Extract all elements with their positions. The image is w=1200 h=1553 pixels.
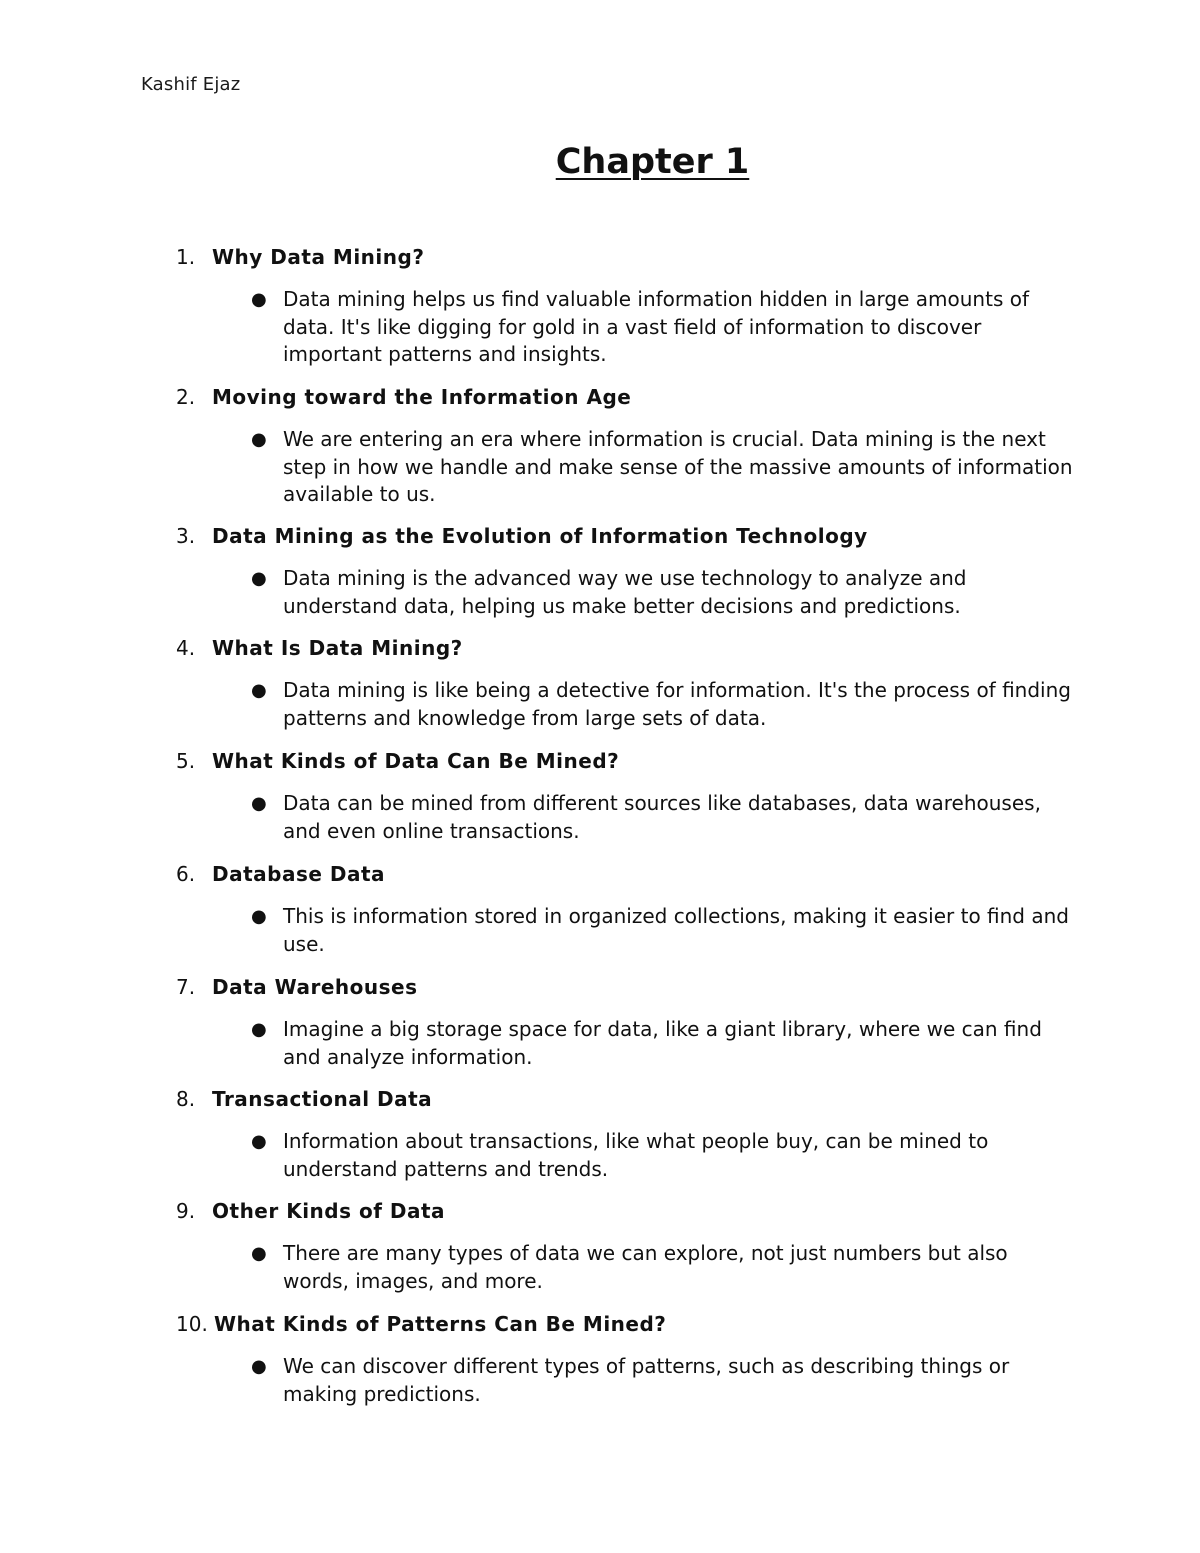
section-number: 10. bbox=[176, 1312, 208, 1336]
bullet-text: Data can be mined from different sources like databases, data warehouses, and even online transactions. bbox=[283, 791, 1041, 843]
section-heading: What Kinds of Patterns Can Be Mined? bbox=[214, 1312, 667, 1336]
bullet-icon: ● bbox=[251, 793, 267, 814]
section-heading: What Kinds of Data Can Be Mined? bbox=[212, 749, 620, 773]
bullet-text: This is information stored in organized collections, making it easier to find and use. bbox=[283, 904, 1069, 956]
bullet-text: Imagine a big storage space for data, like a giant library, where we can find and analyze information. bbox=[283, 1017, 1042, 1069]
bullet-text: Data mining is like being a detective for information. It's the process of finding patterns and knowledge from large sets of data. bbox=[283, 678, 1071, 730]
bullet-icon: ● bbox=[251, 429, 267, 450]
section-number: 2. bbox=[176, 385, 196, 409]
bullet-icon: ● bbox=[251, 1019, 267, 1040]
bullet-text: Information about transactions, like what people buy, can be mined to understand patterns and trends. bbox=[283, 1129, 989, 1181]
section-heading: Data Mining as the Evolution of Information Technology bbox=[212, 524, 868, 548]
section-heading: Data Warehouses bbox=[212, 975, 418, 999]
section-number: 8. bbox=[176, 1087, 196, 1111]
bullet-text: Data mining is the advanced way we use technology to analyze and understand data, helping us make better decisions and predictions. bbox=[283, 566, 967, 618]
section-heading: Other Kinds of Data bbox=[212, 1199, 446, 1223]
bullet-icon: ● bbox=[251, 1131, 267, 1152]
bullet-text: There are many types of data we can explore, not just numbers but also words, images, and more. bbox=[283, 1241, 1008, 1293]
bullet-icon: ● bbox=[251, 568, 267, 589]
author-name: Kashif Ejaz bbox=[141, 74, 241, 95]
bullet-icon: ● bbox=[251, 1356, 267, 1377]
section-heading: Why Data Mining? bbox=[212, 245, 425, 269]
bullet-text: We are entering an era where information is crucial. Data mining is the next step in how we handle and make sense of the massive amounts of information available to us. bbox=[283, 427, 1073, 506]
chapter-title: Chapter 1 bbox=[555, 142, 750, 182]
section-number: 4. bbox=[176, 636, 196, 660]
section-heading: Moving toward the Information Age bbox=[212, 385, 632, 409]
bullet-icon: ● bbox=[251, 680, 267, 701]
section-number: 7. bbox=[176, 975, 196, 999]
section-heading: Database Data bbox=[212, 862, 386, 886]
bullet-icon: ● bbox=[251, 906, 267, 927]
section-number: 1. bbox=[176, 245, 196, 269]
bullet-text: Data mining helps us find valuable information hidden in large amounts of data. It's like digging for gold in a vast field of information to discover important patterns and insights. bbox=[283, 287, 1029, 366]
section-number: 5. bbox=[176, 749, 196, 773]
bullet-icon: ● bbox=[251, 1243, 267, 1264]
bullet-text: We can discover different types of patterns, such as describing things or making predictions. bbox=[283, 1354, 1010, 1406]
section-heading: Transactional Data bbox=[212, 1087, 433, 1111]
section-number: 3. bbox=[176, 524, 196, 548]
bullet-icon: ● bbox=[251, 289, 267, 310]
section-number: 6. bbox=[176, 862, 196, 886]
section-number: 9. bbox=[176, 1199, 196, 1223]
section-heading: What Is Data Mining? bbox=[212, 636, 463, 660]
